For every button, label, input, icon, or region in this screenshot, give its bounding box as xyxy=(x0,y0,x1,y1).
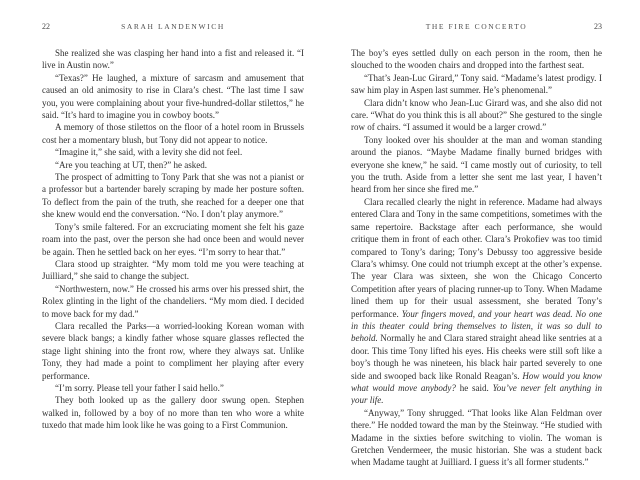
paragraph: Clara recalled the Parks—a worried-looking Korean woman with severe black bangs; a kindly father whose square glasses reflected the stage light shining into the front row, where they always sat. Unlike Tony, they had made a point to compliment her playing after every performance. xyxy=(42,320,304,381)
left-page-text xyxy=(42,47,304,432)
paragraph: “That’s Jean-Luc Girard,” Tony said. “Madame’s latest prodigy. I saw him play in Aspen last summer. He’s phenomenal.” xyxy=(351,72,602,96)
running-header-author: SARAH LANDENWICH xyxy=(121,22,225,31)
left-page xyxy=(42,0,304,480)
running-header-title: THE FIRE CONCERTO xyxy=(425,22,528,31)
paragraph: The prospect of admitting to Tony Park that she was not a pianist or a professor but a bartender barely scraping by made her posture soften. To deflect from the pain of the truth, she reached for a deeper one that she knew would end the conversation. “No. I don’t play anymore.” xyxy=(42,172,304,220)
page-number-right: 23 xyxy=(594,22,602,31)
right-page-text xyxy=(351,47,602,469)
paragraph: She realized she was clasping her hand into a fist and released it. “I live in Austin now.” xyxy=(42,48,304,71)
paragraph: Clara recalled clearly the night in reference. Madame had always entered Clara and Tony in the same competitions, sometimes with the same repertoire. Backstage after each performance, she would critique them in front of each other. Clara’s Prokofiev was too timid compared to Tony’s daring; Tony’s Debussy too aggressive beside Clara’s whimsy. One could not triumph except at the other’s expense. The year Clara was sixteen, she won the Chicago Concerto Competition after years of placing runner-up to Tony. When Madame lined them up for their usual assessment, she berated Tony’s performance. Your fingers moved, and your heart was dead. No one in this theater could bring themselves to listen, it was so dull to behold. Normally he and Clara stared straight ahead like sentries at a door. This time Tony lifted his eyes. His cheeks were still soft like a boy’s though he was nineteen, his black hair parted severely to one side and swooped back like Ronald Reagan’s. How would you know what would move anybody? he said. You’ve never felt anything in your life. xyxy=(351,196,602,406)
paragraph: Clara stood up straighter. “My mom told me you were teaching at Juilliard,” she said to change the subject. xyxy=(42,258,304,282)
paragraph: Clara didn’t know who Jean-Luc Girard was, and she also did not care. “What do you think this is all about?” She gestured to the single row of chairs. “I assumed it would be a larger crowd.” xyxy=(351,97,602,133)
right-page-header xyxy=(351,22,602,33)
paragraph: The boy’s eyes settled dully on each person in the room, then he slouched to the wooden chairs and dropped into the farthest seat. xyxy=(351,48,602,71)
paragraph: “I’m sorry. Please tell your father I said hello.” xyxy=(55,382,224,393)
left-page-header xyxy=(42,22,304,33)
paragraph: They both looked up as the gallery door swung open. Stephen walked in, followed by a boy of no more than ten who wore a white tuxedo that made him look like he was going to a First Communion. xyxy=(42,395,304,431)
paragraph: A memory of those stilettos on the floor of a hotel room in Brussels cost her a momentary blush, but Tony did not appear to notice. xyxy=(42,122,304,145)
paragraph: “Texas?” He laughed, a mixture of sarcasm and amusement that caused an old animosity to rise in Clara’s chest. “The last time I saw you, you were complaining about your five-hundred-dollar stilettos,” he said. “It’s hard to imagine you in cowboy boots.” xyxy=(42,72,304,121)
paragraph: “Northwestern, now.” He crossed his arms over his pressed shirt, the Rolex glinting in the light of the chandeliers. “My mom died. I decided to move back for my dad.” xyxy=(42,283,304,319)
paragraph: “Are you teaching at UT, then?” he asked. xyxy=(55,159,208,170)
page-number-left: 22 xyxy=(42,22,50,31)
right-page xyxy=(351,0,602,480)
paragraph: Tony’s smile faltered. For an excruciating moment she felt his gaze roam into the past, over the person she had once been and would never be again. Then he settled back on her eyes. “I’m sorry to hear that.” xyxy=(42,221,304,257)
paragraph: “Imagine it,” she said, with a levity she did not feel. xyxy=(55,147,243,158)
paragraph: Tony looked over his shoulder at the man and woman standing around the pianos. “Maybe Madame finally burned bridges with everyone she knew,” he said. “I came mostly out of curiosity, to tell you the truth. Aside from a letter she sent me last year, I haven’t heard from her since she fired me.” xyxy=(351,134,602,195)
paragraph: “Anyway,” Tony shrugged. “That looks like Alan Feldman over there.” He nodded toward the man by the Steinway. “He studied with Madame in the sixties before switching to violin. The woman is Gretchen Vendermeer, the music historian. She was a student back when Madame taught at Juilliard. I guess it’s all former students.” xyxy=(351,407,602,468)
